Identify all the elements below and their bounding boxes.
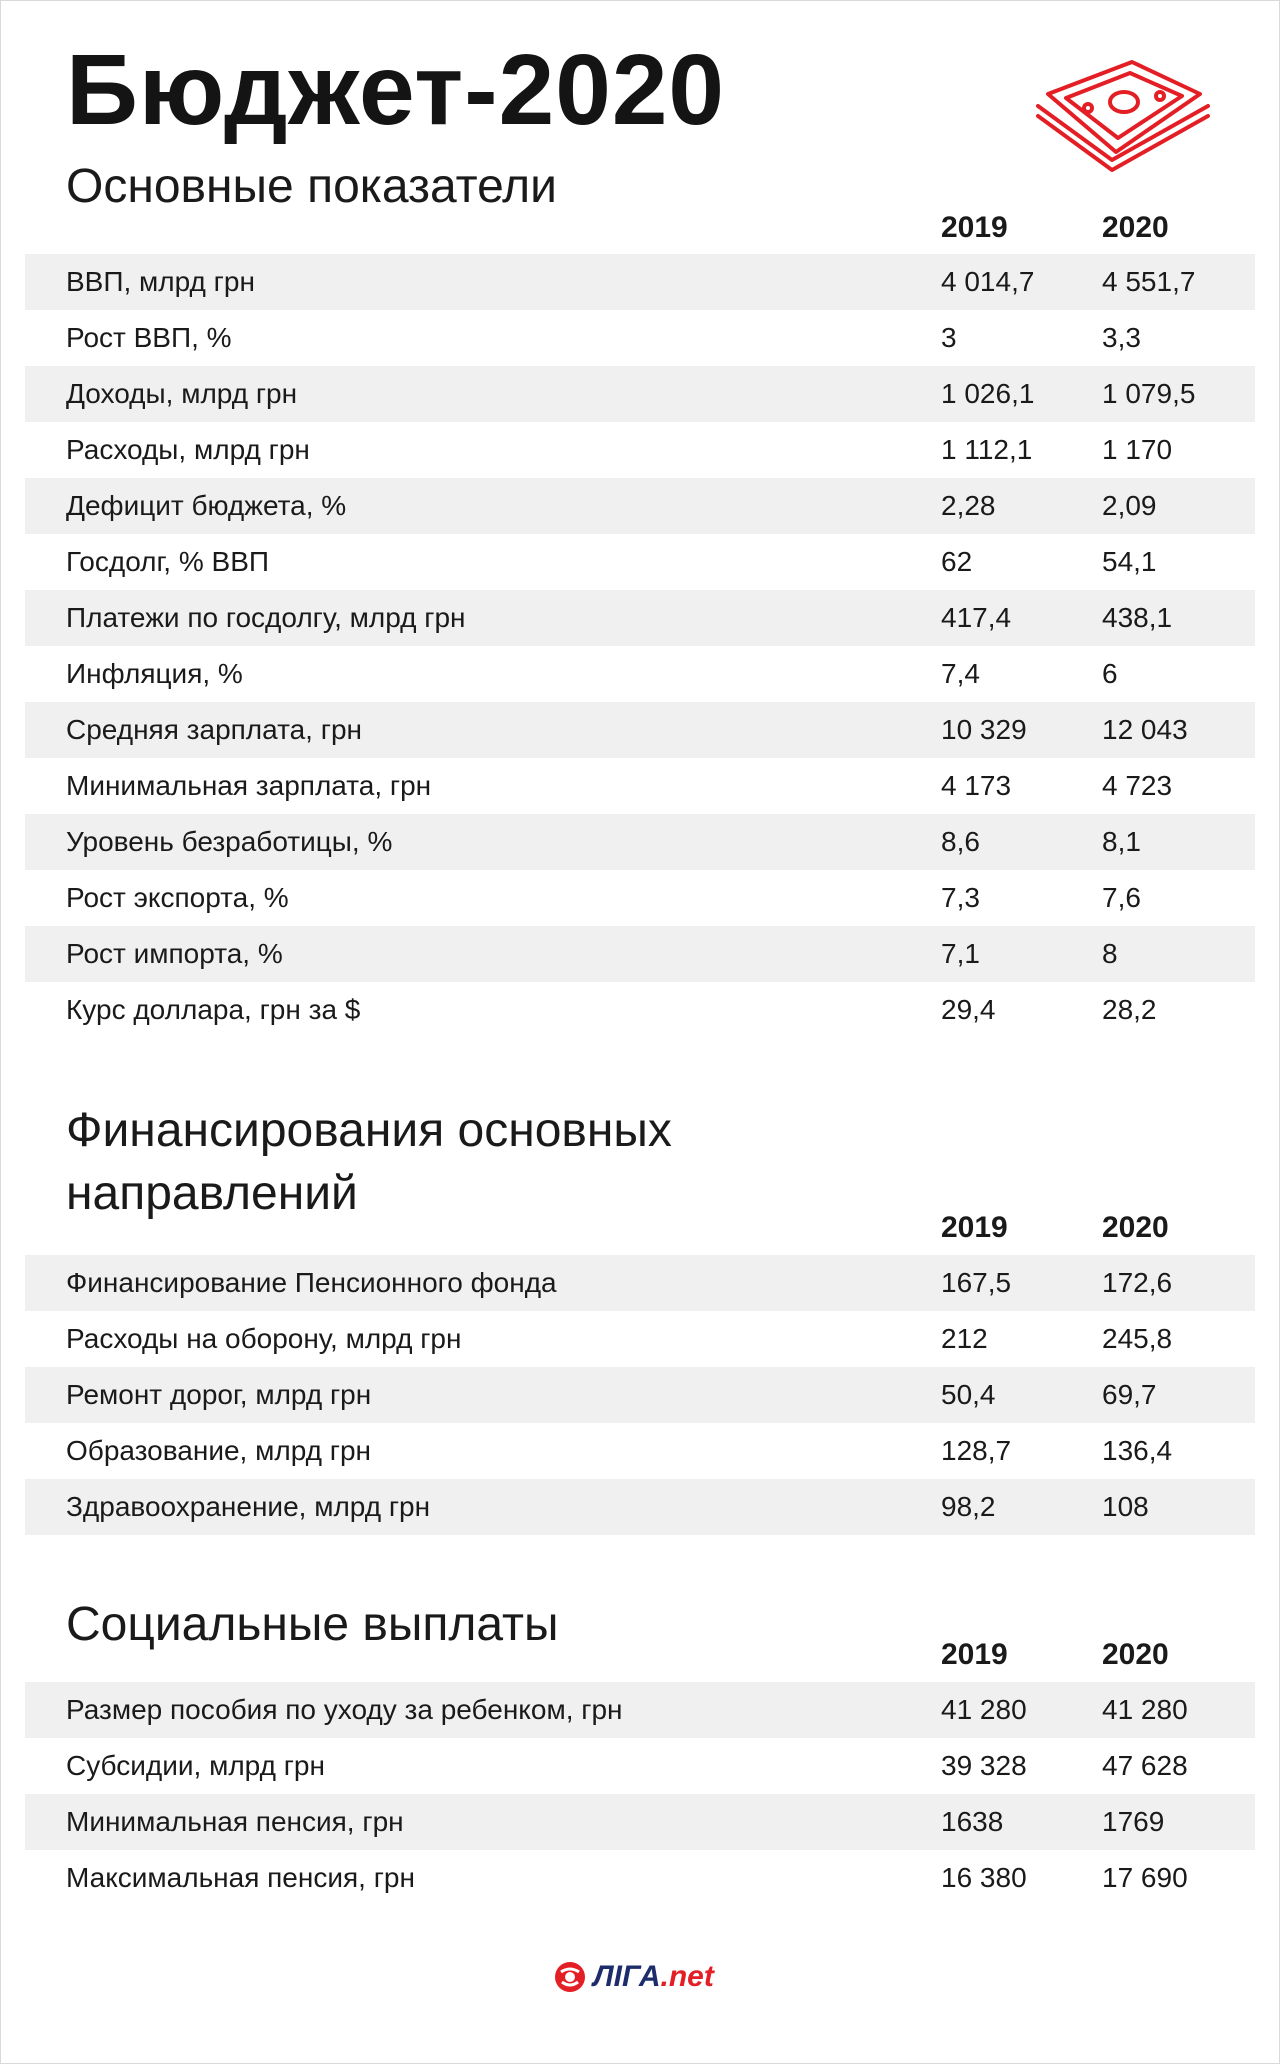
row-label: Здравоохранение, млрд грн xyxy=(66,1491,431,1522)
value-2019: 1 026,1 xyxy=(941,378,1035,409)
value-2020: 8,1 xyxy=(1102,826,1141,857)
row-label: Минимальная пенсия, грн xyxy=(66,1806,404,1837)
row-label: Субсидии, млрд грн xyxy=(66,1750,325,1781)
table-row xyxy=(25,254,1255,310)
liga-net-logo[interactable] xyxy=(553,1948,753,2004)
value-2019: 29,4 xyxy=(941,994,996,1025)
row-label: Образование, млрд грн xyxy=(66,1435,371,1466)
value-2020: 172,6 xyxy=(1102,1267,1173,1298)
value-2019: 2,28 xyxy=(941,490,996,521)
row-label: Уровень безработицы, % xyxy=(66,826,393,857)
value-2019: 128,7 xyxy=(941,1435,1012,1466)
table-row xyxy=(25,926,1255,982)
value-2020: 28,2 xyxy=(1102,994,1157,1025)
value-2019: 10 329 xyxy=(941,714,1027,745)
table-row xyxy=(25,1311,1255,1367)
value-2019: 212 xyxy=(941,1323,988,1354)
value-2019: 1638 xyxy=(941,1806,1004,1837)
row-label: Курс доллара, грн за $ xyxy=(66,994,361,1025)
value-2019: 417,4 xyxy=(941,602,1012,633)
value-2019: 7,4 xyxy=(941,658,980,689)
value-2019: 3 xyxy=(941,322,957,353)
value-2020: 47 628 xyxy=(1102,1750,1188,1781)
row-label: Платежи по госдолгу, млрд грн xyxy=(66,602,466,633)
value-2020: 6 xyxy=(1102,658,1118,689)
financing-table xyxy=(25,1255,1255,1535)
table-row xyxy=(25,1367,1255,1423)
section-title: Социальные выплаты xyxy=(66,1598,559,1651)
table-row xyxy=(25,1682,1255,1738)
value-2020: 12 043 xyxy=(1102,714,1188,745)
value-2020: 8 xyxy=(1102,938,1118,969)
value-2020: 41 280 xyxy=(1102,1694,1188,1725)
value-2019: 62 xyxy=(941,546,973,577)
table-row xyxy=(25,646,1255,702)
value-2019: 8,6 xyxy=(941,826,980,857)
value-2020: 69,7 xyxy=(1102,1379,1157,1410)
table-row xyxy=(25,814,1255,870)
value-2020: 1769 xyxy=(1102,1806,1165,1837)
page-title: Бюджет-2020 xyxy=(66,34,726,146)
year-2019-header: 2019 xyxy=(941,1211,1008,1244)
table-row xyxy=(25,590,1255,646)
row-label: Рост экспорта, % xyxy=(66,882,289,913)
year-2020-header: 2020 xyxy=(1102,1638,1169,1671)
table-row xyxy=(25,982,1255,1038)
table-row xyxy=(25,1794,1255,1850)
year-2020-header: 2020 xyxy=(1102,1211,1169,1244)
table-row xyxy=(25,310,1255,366)
year-header xyxy=(25,1205,1255,1249)
row-label: ВВП, млрд грн xyxy=(66,266,255,297)
year-header xyxy=(25,205,1255,249)
row-label: Дефицит бюджета, % xyxy=(66,490,347,521)
value-2020: 3,3 xyxy=(1102,322,1141,353)
value-2020: 17 690 xyxy=(1102,1862,1188,1893)
logo-main-text: ЛIГА xyxy=(593,1960,661,1993)
table-row xyxy=(25,702,1255,758)
table-row xyxy=(25,422,1255,478)
table-row xyxy=(25,758,1255,814)
value-2019: 98,2 xyxy=(941,1491,996,1522)
row-label: Средняя зарплата, грн xyxy=(66,714,362,745)
value-2020: 438,1 xyxy=(1102,602,1173,633)
value-2020: 7,6 xyxy=(1102,882,1141,913)
value-2020: 245,8 xyxy=(1102,1323,1173,1354)
table-row xyxy=(25,366,1255,422)
value-2020: 136,4 xyxy=(1102,1435,1173,1466)
row-label: Госдолг, % ВВП xyxy=(66,546,269,577)
row-label: Ремонт дорог, млрд грн xyxy=(66,1379,372,1410)
value-2020: 1 170 xyxy=(1102,434,1173,465)
value-2020: 4 723 xyxy=(1102,770,1173,801)
indicators-table xyxy=(25,254,1255,1038)
row-label: Минимальная зарплата, грн xyxy=(66,770,432,801)
row-label: Доходы, млрд грн xyxy=(66,378,298,409)
row-label: Рост импорта, % xyxy=(66,938,283,969)
row-label: Расходы на оборону, млрд грн xyxy=(66,1323,462,1354)
value-2020: 4 551,7 xyxy=(1102,266,1196,297)
section-title-line1: Финансирования основных xyxy=(66,1104,672,1157)
value-2020: 54,1 xyxy=(1102,546,1157,577)
table-row xyxy=(25,534,1255,590)
value-2019: 4 173 xyxy=(941,770,1012,801)
value-2019: 167,5 xyxy=(941,1267,1012,1298)
value-2019: 7,3 xyxy=(941,882,980,913)
row-label: Размер пособия по уходу за ребенком, грн xyxy=(66,1694,623,1725)
value-2020: 1 079,5 xyxy=(1102,378,1196,409)
table-row xyxy=(25,1738,1255,1794)
year-2020-header: 2020 xyxy=(1102,211,1169,244)
logo-text xyxy=(593,1960,714,1994)
value-2020: 108 xyxy=(1102,1491,1149,1522)
year-2019-header: 2019 xyxy=(941,211,1008,244)
value-2019: 7,1 xyxy=(941,938,980,969)
row-label: Рост ВВП, % xyxy=(66,322,232,353)
logo-suffix-text: .net xyxy=(660,1960,714,1993)
value-2019: 50,4 xyxy=(941,1379,996,1410)
table-row xyxy=(25,478,1255,534)
value-2019: 16 380 xyxy=(941,1862,1027,1893)
value-2019: 39 328 xyxy=(941,1750,1027,1781)
section-title: Основные показатели xyxy=(66,160,557,213)
value-2019: 41 280 xyxy=(941,1694,1027,1725)
year-header xyxy=(25,1632,1255,1676)
row-label: Финансирование Пенсионного фонда xyxy=(66,1267,557,1298)
table-row xyxy=(25,1479,1255,1535)
social-table xyxy=(25,1682,1255,1906)
row-label: Максимальная пенсия, грн xyxy=(66,1862,415,1893)
value-2020: 2,09 xyxy=(1102,490,1157,521)
liga-ball-icon xyxy=(553,1960,587,1994)
table-row xyxy=(25,1255,1255,1311)
value-2019: 1 112,1 xyxy=(941,434,1033,465)
row-label: Инфляция, % xyxy=(66,658,243,689)
table-row xyxy=(25,1423,1255,1479)
table-row xyxy=(25,1850,1255,1906)
table-row xyxy=(25,870,1255,926)
year-2019-header: 2019 xyxy=(941,1638,1008,1671)
money-bills-icon xyxy=(1030,58,1215,176)
value-2019: 4 014,7 xyxy=(941,266,1035,297)
row-label: Расходы, млрд грн xyxy=(66,434,310,465)
section-title-line2: направлений xyxy=(66,1167,358,1220)
